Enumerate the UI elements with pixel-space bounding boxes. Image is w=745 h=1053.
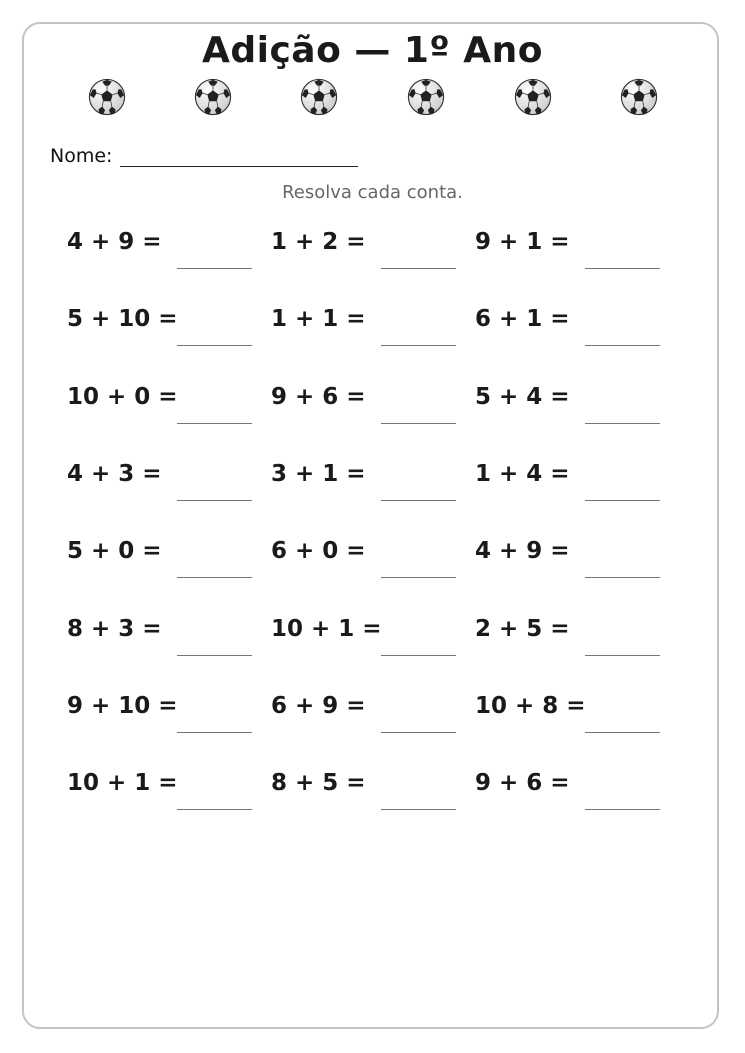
addition-problem: 9 + 10 = — [67, 692, 178, 719]
addition-problem: 6 + 9 = — [271, 692, 366, 719]
soccer-ball-icon — [620, 78, 658, 116]
answer-blank[interactable] — [585, 423, 660, 424]
answer-blank[interactable] — [177, 268, 252, 269]
answer-blank[interactable] — [177, 732, 252, 733]
answer-blank[interactable] — [381, 268, 456, 269]
addition-problem: 3 + 1 = — [271, 460, 366, 487]
answer-blank[interactable] — [177, 500, 252, 501]
addition-problem: 5 + 4 = — [475, 383, 570, 410]
addition-problem: 6 + 0 = — [271, 538, 366, 565]
answer-blank[interactable] — [381, 732, 456, 733]
answer-blank[interactable] — [177, 655, 252, 656]
addition-problem: 1 + 1 = — [271, 306, 366, 333]
answer-blank[interactable] — [381, 423, 456, 424]
answer-blank[interactable] — [381, 577, 456, 578]
answer-blank[interactable] — [585, 268, 660, 269]
worksheet-border — [22, 22, 719, 1029]
addition-problem: 8 + 5 = — [271, 770, 366, 797]
answer-blank[interactable] — [381, 500, 456, 501]
addition-problem: 4 + 3 = — [67, 460, 162, 487]
addition-problem: 6 + 1 = — [475, 306, 570, 333]
addition-problem: 10 + 1 = — [67, 770, 178, 797]
addition-problem: 9 + 1 = — [475, 229, 570, 255]
answer-blank[interactable] — [381, 655, 456, 656]
name-label: Nome: — [50, 145, 113, 167]
answer-blank[interactable] — [381, 809, 456, 810]
instruction-text: Resolva cada conta. — [282, 182, 463, 203]
answer-blank[interactable] — [177, 345, 252, 346]
soccer-ball-row — [0, 78, 745, 118]
addition-problem: 10 + 0 = — [67, 383, 178, 410]
addition-problem: 4 + 9 = — [475, 538, 570, 565]
answer-blank[interactable] — [177, 577, 252, 578]
answer-blank[interactable] — [381, 345, 456, 346]
answer-blank[interactable] — [585, 732, 660, 733]
soccer-ball-icon — [194, 78, 232, 116]
addition-problem: 5 + 10 = — [67, 306, 178, 333]
addition-problem: 4 + 9 = — [67, 229, 162, 255]
soccer-ball-icon — [514, 78, 552, 116]
addition-problem: 1 + 2 = — [271, 229, 366, 255]
addition-problem: 2 + 5 = — [475, 615, 570, 642]
page-title: Adição — 1º Ano — [201, 30, 543, 71]
addition-problem: 9 + 6 = — [475, 770, 570, 797]
addition-problem: 10 + 1 = — [271, 615, 382, 642]
answer-blank[interactable] — [177, 423, 252, 424]
answer-blank[interactable] — [585, 345, 660, 346]
answer-blank[interactable] — [585, 577, 660, 578]
name-field[interactable] — [120, 166, 358, 167]
addition-problem: 9 + 6 = — [271, 383, 366, 410]
soccer-ball-icon — [300, 78, 338, 116]
answer-blank[interactable] — [585, 500, 660, 501]
addition-problem: 1 + 4 = — [475, 460, 570, 487]
answer-blank[interactable] — [585, 655, 660, 656]
addition-problem: 8 + 3 = — [67, 615, 162, 642]
soccer-ball-icon — [407, 78, 445, 116]
answer-blank[interactable] — [585, 809, 660, 810]
addition-problem: 5 + 0 = — [67, 538, 162, 565]
answer-blank[interactable] — [177, 809, 252, 810]
soccer-ball-icon — [88, 78, 126, 116]
addition-problem: 10 + 8 = — [475, 692, 586, 719]
